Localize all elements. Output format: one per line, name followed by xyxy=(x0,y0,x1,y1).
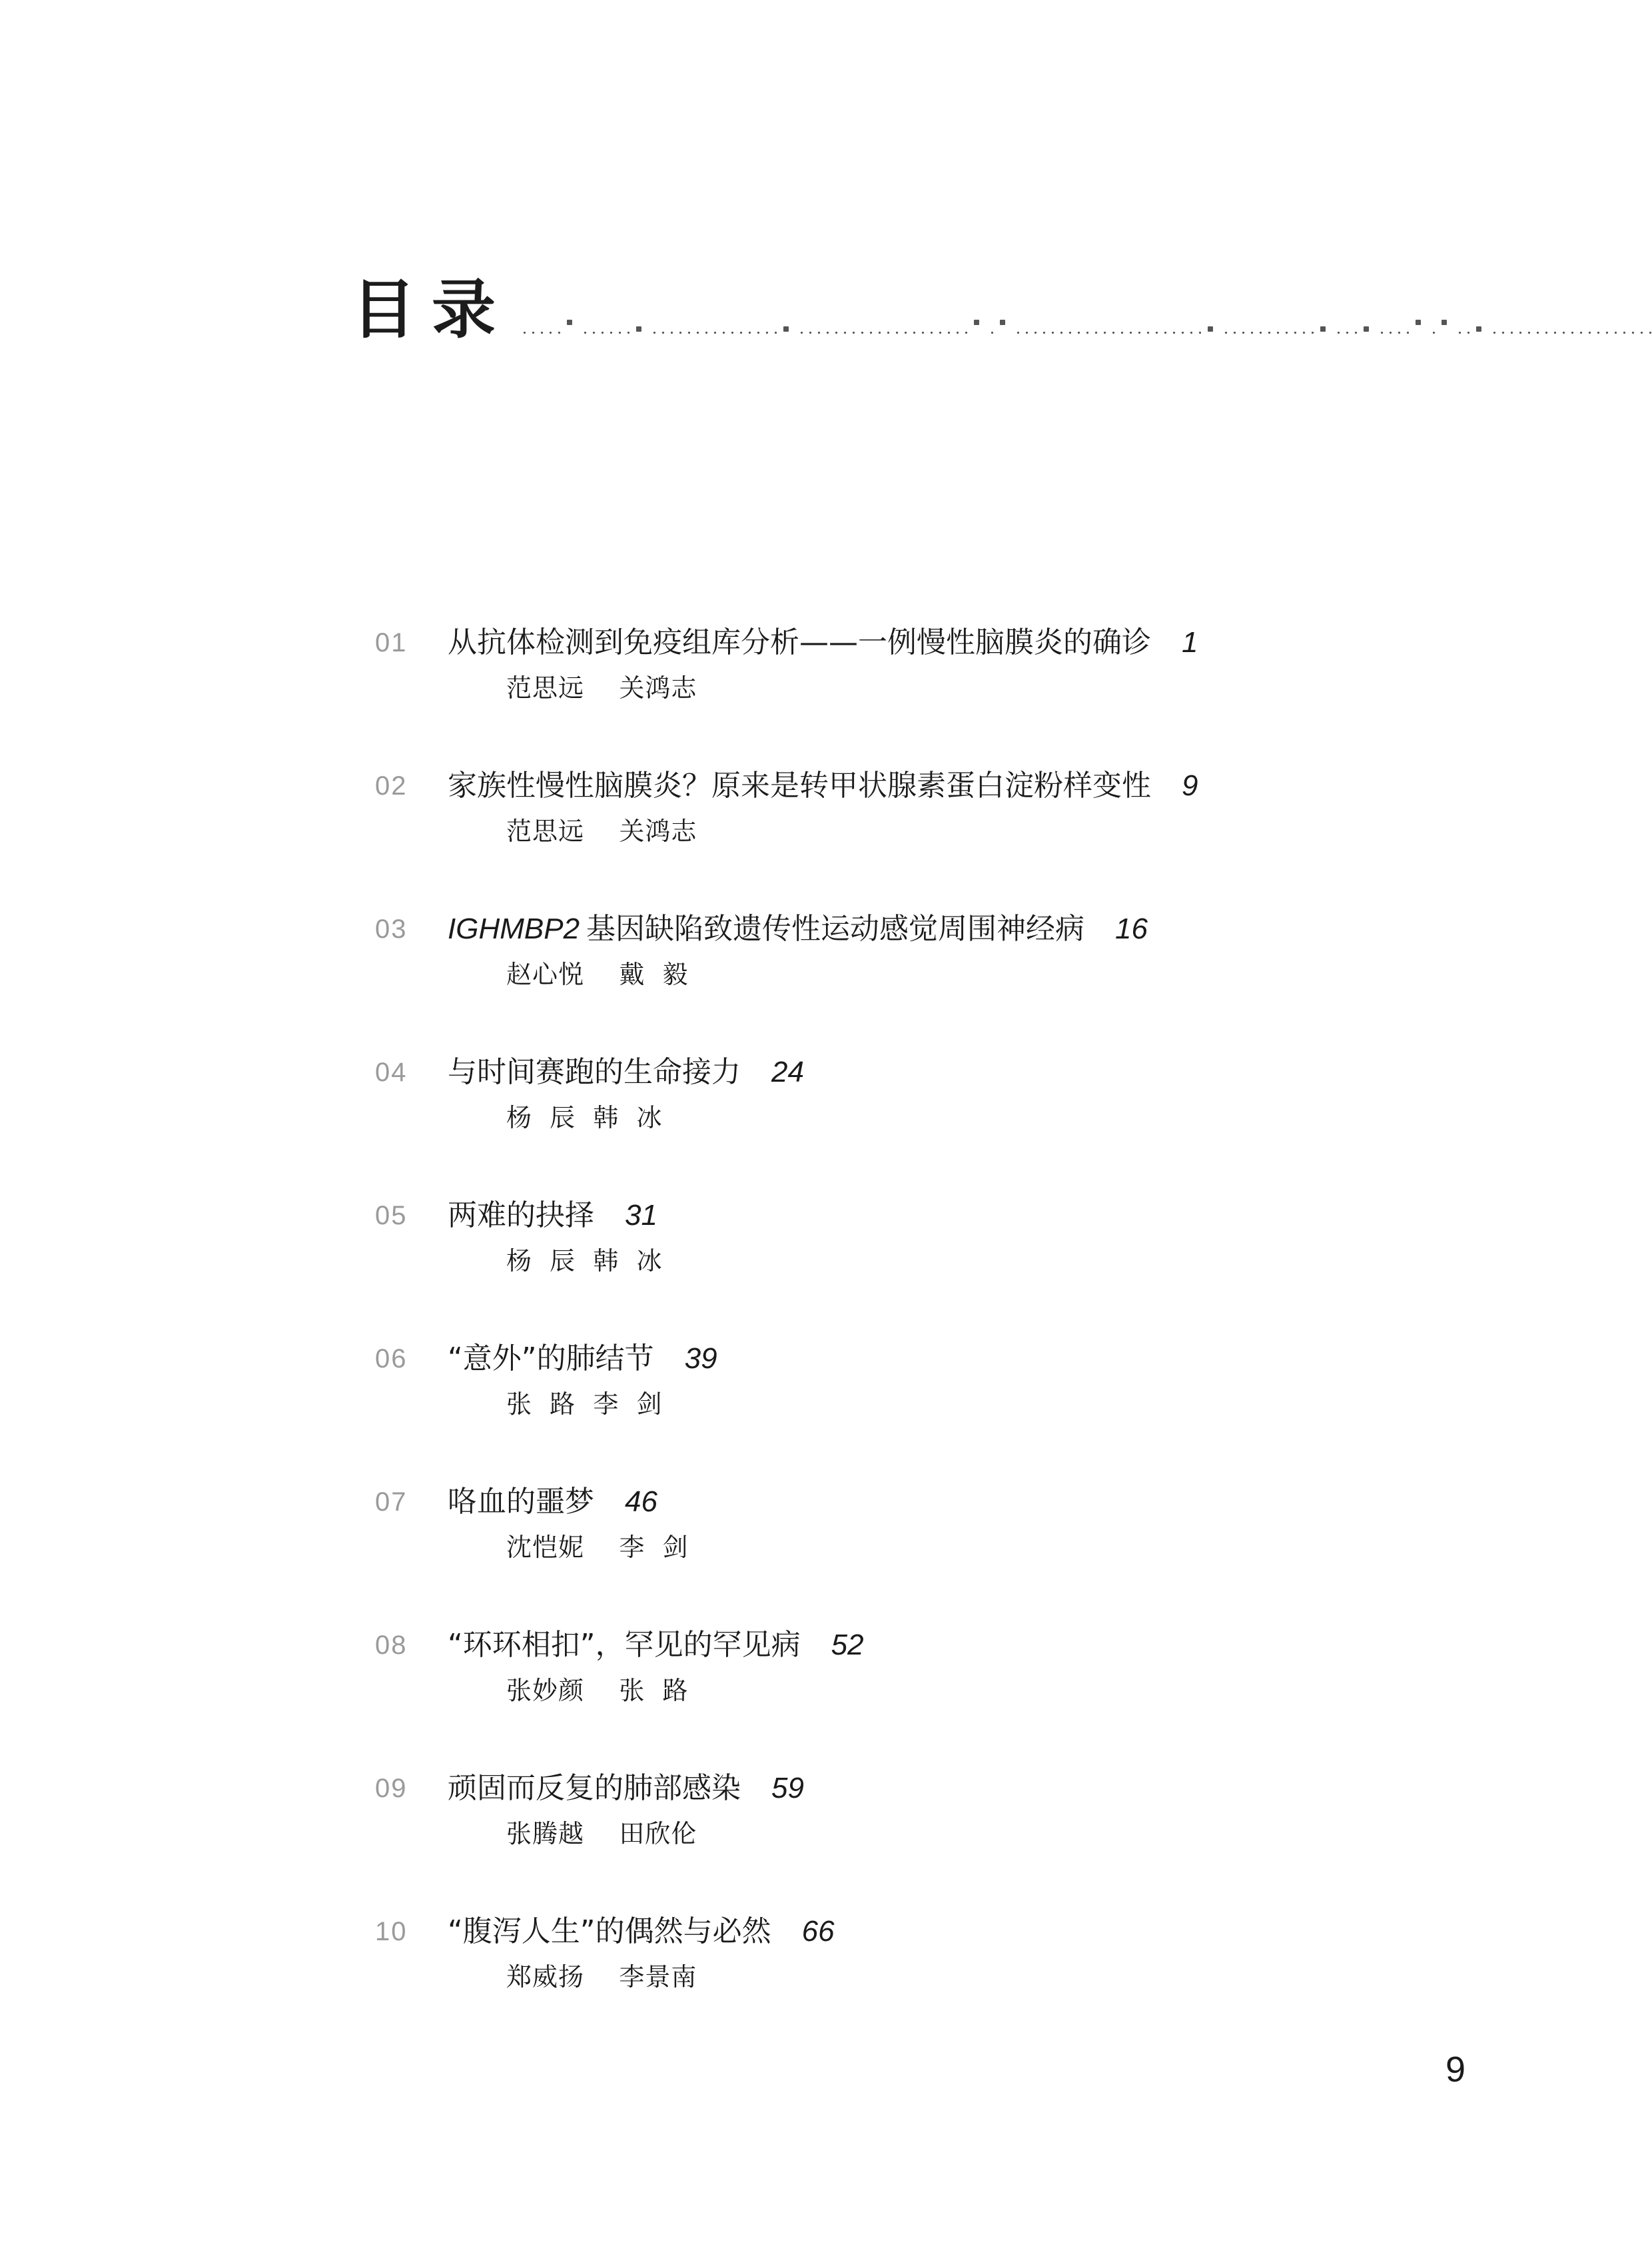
rule-dot xyxy=(818,332,820,334)
entry-title-prefix: IGHMBP2 xyxy=(448,913,580,945)
rule-dot xyxy=(1190,332,1192,334)
rule-dot xyxy=(1225,332,1227,334)
rule-dot xyxy=(1338,332,1340,334)
rule-dot xyxy=(1563,332,1565,334)
rule-dot xyxy=(1390,332,1392,334)
rule-dot xyxy=(558,332,560,334)
rule-dot xyxy=(1632,332,1634,334)
dotted-rule-decoration xyxy=(524,270,1652,350)
rule-dot xyxy=(1182,332,1184,334)
rule-dot xyxy=(1545,332,1547,334)
rule-dot xyxy=(1554,332,1556,334)
rule-dot xyxy=(1112,332,1114,334)
entry-authors: 杨 辰 韩 冰 xyxy=(506,1103,663,1132)
rule-dot xyxy=(1104,332,1106,334)
entry-page-number: 46 xyxy=(625,1485,657,1518)
entry-number: 10 xyxy=(375,1917,408,1946)
toc-entry-03[interactable] xyxy=(0,909,1652,1002)
rule-dot xyxy=(1156,332,1158,334)
rule-dot xyxy=(1164,332,1166,334)
rule-dot xyxy=(905,332,907,334)
entry-authors: 范思远 关鸿志 xyxy=(506,673,697,703)
entry-authors: 张腾越 田欣伦 xyxy=(506,1819,697,1848)
entry-number: 06 xyxy=(375,1344,408,1373)
rule-dot xyxy=(1034,332,1036,334)
rule-dot xyxy=(844,332,846,334)
entry-title: 与时间赛跑的生命接力 xyxy=(448,1055,741,1089)
entry-number: 05 xyxy=(375,1201,408,1230)
rule-dot xyxy=(939,332,941,334)
entry-title-line xyxy=(448,766,1198,806)
rule-dot xyxy=(1623,332,1625,334)
rule-dot xyxy=(1060,332,1062,334)
rule-dot xyxy=(1528,332,1530,334)
entry-title-line xyxy=(448,1339,717,1379)
entry-page-number: 66 xyxy=(801,1915,835,1948)
entry-authors: 沈恺妮 李 剑 xyxy=(506,1533,689,1562)
rule-dot xyxy=(749,332,751,334)
rule-dot xyxy=(610,332,612,334)
entry-page-number: 31 xyxy=(625,1199,657,1232)
rule-dot xyxy=(705,332,707,334)
entry-title: 基因缺陷致遗传性运动感觉周围神经病 xyxy=(586,912,1085,946)
rule-dot xyxy=(1381,332,1383,334)
toc-entry-07[interactable] xyxy=(0,1482,1652,1575)
entry-title: 顽固而反复的肺部感染 xyxy=(448,1771,741,1805)
rule-dot xyxy=(1208,326,1213,332)
rule-dot xyxy=(1476,326,1481,332)
rule-dot xyxy=(1511,332,1513,334)
entry-number: 03 xyxy=(375,915,408,944)
rule-dot xyxy=(602,332,604,334)
rule-dot xyxy=(1537,332,1539,334)
rule-dot xyxy=(1026,332,1028,334)
rule-dot xyxy=(627,332,629,334)
rule-dot xyxy=(1346,332,1348,334)
entry-title: 两难的抉择 xyxy=(448,1198,594,1232)
entry-authors: 郑威扬 李景南 xyxy=(506,1962,697,1992)
rule-dot xyxy=(766,332,768,334)
entry-page-number: 16 xyxy=(1115,913,1148,945)
entry-authors: 赵心悦 戴 毅 xyxy=(506,960,689,989)
toc-entry-04[interactable] xyxy=(0,1052,1652,1146)
entry-number: 07 xyxy=(375,1487,408,1517)
entry-title-line xyxy=(448,1196,657,1236)
rule-dot xyxy=(974,320,979,325)
rule-dot xyxy=(1364,326,1369,332)
rule-dot xyxy=(991,332,993,334)
rule-dot xyxy=(913,332,915,334)
toc-entry-10[interactable] xyxy=(0,1912,1652,2005)
entry-number: 02 xyxy=(375,771,408,801)
entry-page-number: 1 xyxy=(1182,626,1198,659)
rule-dot xyxy=(1416,320,1421,325)
rule-dot xyxy=(1052,332,1054,334)
rule-dot xyxy=(567,320,572,325)
entry-title-line xyxy=(448,1625,864,1665)
rule-dot xyxy=(1467,332,1469,334)
rule-dot xyxy=(1493,332,1495,334)
rule-dot xyxy=(584,332,586,334)
entry-page-number: 52 xyxy=(831,1629,864,1661)
rule-dot xyxy=(1078,332,1080,334)
rule-dot xyxy=(662,332,664,334)
rule-dot xyxy=(922,332,924,334)
rule-dot xyxy=(619,332,621,334)
rule-dot xyxy=(1320,326,1326,332)
rule-dot xyxy=(1589,332,1591,334)
rule-dot xyxy=(835,332,837,334)
rule-dot xyxy=(1398,332,1400,334)
rule-dot xyxy=(1312,332,1314,334)
entry-title-line xyxy=(448,1768,804,1808)
rule-dot xyxy=(1069,332,1071,334)
entry-title: “环环相扣”，罕见的罕见病 xyxy=(448,1628,801,1662)
rule-dot xyxy=(1260,332,1262,334)
rule-dot xyxy=(1000,320,1005,325)
rule-dot xyxy=(931,332,933,334)
rule-dot xyxy=(1442,320,1447,325)
rule-dot xyxy=(714,332,716,334)
rule-dot xyxy=(1606,332,1608,334)
rule-dot xyxy=(775,332,777,334)
rule-dot xyxy=(1615,332,1617,334)
rule-dot xyxy=(870,332,872,334)
rule-dot xyxy=(671,332,673,334)
entry-authors: 张 路 李 剑 xyxy=(506,1389,663,1419)
rule-dot xyxy=(879,332,881,334)
entry-title: 咯血的噩梦 xyxy=(448,1485,594,1519)
rule-dot xyxy=(1043,332,1045,334)
rule-dot xyxy=(1121,332,1123,334)
rule-dot xyxy=(853,332,855,334)
rule-dot xyxy=(1303,332,1305,334)
rule-dot xyxy=(801,332,803,334)
toc-entry-05[interactable] xyxy=(0,1196,1652,1289)
rule-dot xyxy=(593,332,595,334)
rule-dot xyxy=(948,332,950,334)
entry-authors: 杨 辰 韩 冰 xyxy=(506,1246,663,1276)
rule-dot xyxy=(1597,332,1599,334)
rule-dot xyxy=(1277,332,1279,334)
rule-dot xyxy=(636,326,641,332)
toc-heading xyxy=(352,270,1652,350)
entry-page-number: 59 xyxy=(771,1772,804,1804)
rule-dot xyxy=(524,332,526,334)
rule-dot xyxy=(1459,332,1461,334)
entry-title-line xyxy=(448,1052,804,1092)
rule-dot xyxy=(550,332,552,334)
rule-dot xyxy=(1268,332,1270,334)
page-number: 9 xyxy=(1446,2050,1466,2089)
rule-dot xyxy=(1502,332,1504,334)
entry-number: 08 xyxy=(375,1631,408,1660)
rule-dot xyxy=(653,332,655,334)
entry-number: 09 xyxy=(375,1774,408,1803)
rule-dot xyxy=(783,326,789,332)
rule-dot xyxy=(1519,332,1521,334)
entry-page-number: 24 xyxy=(771,1056,804,1088)
entry-title-line xyxy=(448,1912,835,1952)
rule-dot xyxy=(827,332,829,334)
rule-dot xyxy=(1086,332,1088,334)
entry-title-line xyxy=(448,623,1198,663)
rule-dot xyxy=(1571,332,1573,334)
rule-dot xyxy=(1286,332,1288,334)
rule-dot xyxy=(957,332,959,334)
rule-dot xyxy=(1649,332,1651,334)
entry-number: 04 xyxy=(375,1058,408,1087)
rule-dot xyxy=(1242,332,1244,334)
rule-dot xyxy=(1017,332,1019,334)
rule-dot xyxy=(809,332,811,334)
rule-dot xyxy=(1251,332,1253,334)
rule-dot xyxy=(1147,332,1149,334)
rule-dot xyxy=(887,332,889,334)
entry-title: “意外”的肺结节 xyxy=(448,1341,654,1375)
toc-entry-09[interactable] xyxy=(0,1768,1652,1862)
rule-dot xyxy=(723,332,725,334)
rule-dot xyxy=(1355,332,1357,334)
rule-dot xyxy=(1641,332,1643,334)
rule-dot xyxy=(965,332,967,334)
rule-dot xyxy=(541,332,543,334)
rule-dot xyxy=(740,332,742,334)
entry-title: “腹泻人生”的偶然与必然 xyxy=(448,1914,771,1948)
entry-number: 01 xyxy=(375,628,408,657)
entry-title: 从抗体检测到免疫组库分析——一例慢性脑膜炎的确诊 xyxy=(448,625,1151,659)
entry-page-number: 9 xyxy=(1182,769,1198,802)
rule-dot xyxy=(1095,332,1097,334)
rule-dot xyxy=(1433,332,1435,334)
toc-entry-02[interactable] xyxy=(0,766,1652,859)
rule-dot xyxy=(1130,332,1132,334)
toc-entry-08[interactable] xyxy=(0,1625,1652,1718)
rule-dot xyxy=(896,332,898,334)
rule-dot xyxy=(731,332,733,334)
rule-dot xyxy=(679,332,681,334)
rule-dot xyxy=(757,332,759,334)
rule-dot xyxy=(1580,332,1582,334)
entry-authors: 张妙颜 张 路 xyxy=(506,1676,689,1705)
rule-dot xyxy=(1234,332,1236,334)
toc-entry-06[interactable] xyxy=(0,1339,1652,1432)
entry-title-line xyxy=(448,1482,657,1522)
rule-dot xyxy=(532,332,534,334)
rule-dot xyxy=(1294,332,1296,334)
rule-dot xyxy=(1173,332,1175,334)
rule-dot xyxy=(1138,332,1140,334)
entry-authors: 范思远 关鸿志 xyxy=(506,817,697,846)
rule-dot xyxy=(1407,332,1409,334)
rule-dot xyxy=(1199,332,1201,334)
rule-dot xyxy=(697,332,699,334)
rule-dot xyxy=(688,332,690,334)
toc-entry-01[interactable] xyxy=(0,623,1652,716)
entry-title: 家族性慢性脑膜炎？原来是转甲状腺素蛋白淀粉样变性 xyxy=(448,769,1151,803)
entry-title-line xyxy=(448,909,1148,949)
entry-page-number: 39 xyxy=(684,1342,717,1375)
rule-dot xyxy=(861,332,863,334)
page-title: 目录 xyxy=(352,272,512,347)
